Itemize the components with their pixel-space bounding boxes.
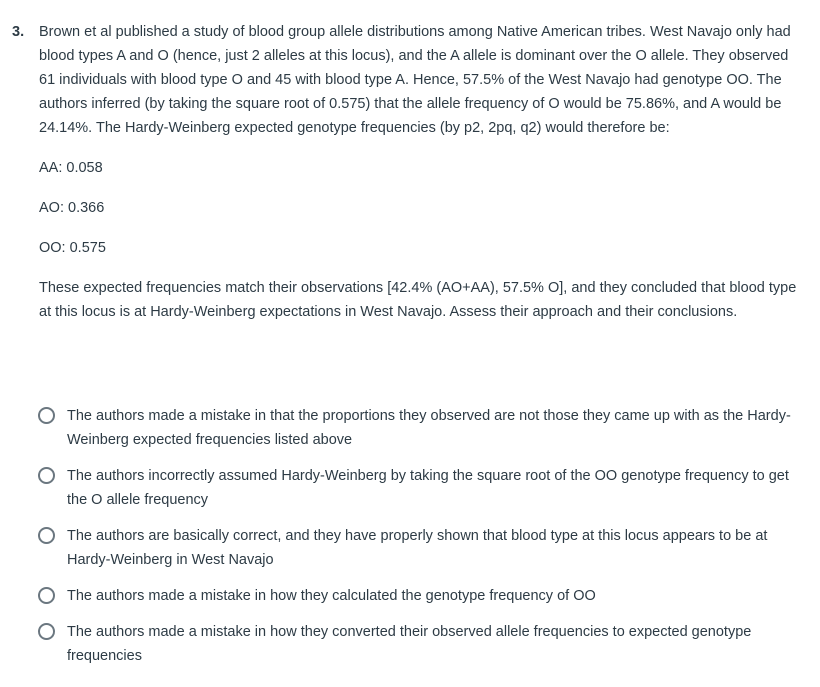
answer-option-4[interactable] [38, 584, 798, 608]
expected-frequency-aa: AA: 0.058 [39, 160, 103, 176]
radio-button[interactable] [38, 407, 55, 424]
question-text: Brown et al published a study of blood group allele distributions among Native American tribes. West Navajo only had blood types A and O (hence, just 2 alleles at this locus), and the A allele is dominant over the O allele. They observed 61 individuals with blood type O and 45 with blood type A. Hence, 57.5% of the West Navajo had genotype OO. The authors inferred (by taking the square root of 0.575) that the allele frequency of O would be 75.86%, and A would be 24.14%. The Hardy-Weinberg expected genotype frequencies (by p2, 2pq, q2) would therefore be: [39, 24, 791, 136]
answer-label: The authors made a mistake in how they converted their observed allele frequencies to expected genotype frequencies [67, 624, 752, 664]
answer-option-5[interactable] [38, 620, 798, 668]
answer-option-2[interactable] [38, 464, 798, 512]
answer-label: The authors are basically correct, and they have properly shown that blood type at this locus appears to be at Hardy-Weinberg in West Navajo [67, 528, 768, 568]
question-body [39, 20, 807, 324]
answer-option-1[interactable] [38, 404, 798, 452]
radio-button[interactable] [38, 587, 55, 604]
question-block [12, 20, 807, 324]
question-followup-text: These expected frequencies match their observations [42.4% (AO+AA), 57.5% O], and they concluded that blood type at this locus is at Hardy-Weinberg expectations in West Navajo. Assess their approach and their conclusions. [39, 280, 797, 320]
radio-button[interactable] [38, 467, 55, 484]
question-number: 3. [12, 24, 25, 40]
radio-button[interactable] [38, 527, 55, 544]
answer-label: The authors made a mistake in that the proportions they observed are not those they came up with as the Hardy-Weinberg expected frequencies listed above [67, 408, 791, 448]
answer-options [38, 404, 798, 680]
expected-frequency-ao: AO: 0.366 [39, 200, 105, 216]
expected-frequency-oo: OO: 0.575 [39, 240, 106, 256]
answer-label: The authors made a mistake in how they calculated the genotype frequency of OO [67, 588, 596, 604]
answer-label: The authors incorrectly assumed Hardy-Weinberg by taking the square root of the OO genotype frequency to get the O allele frequency [67, 468, 789, 508]
radio-button[interactable] [38, 623, 55, 640]
answer-option-3[interactable] [38, 524, 798, 572]
